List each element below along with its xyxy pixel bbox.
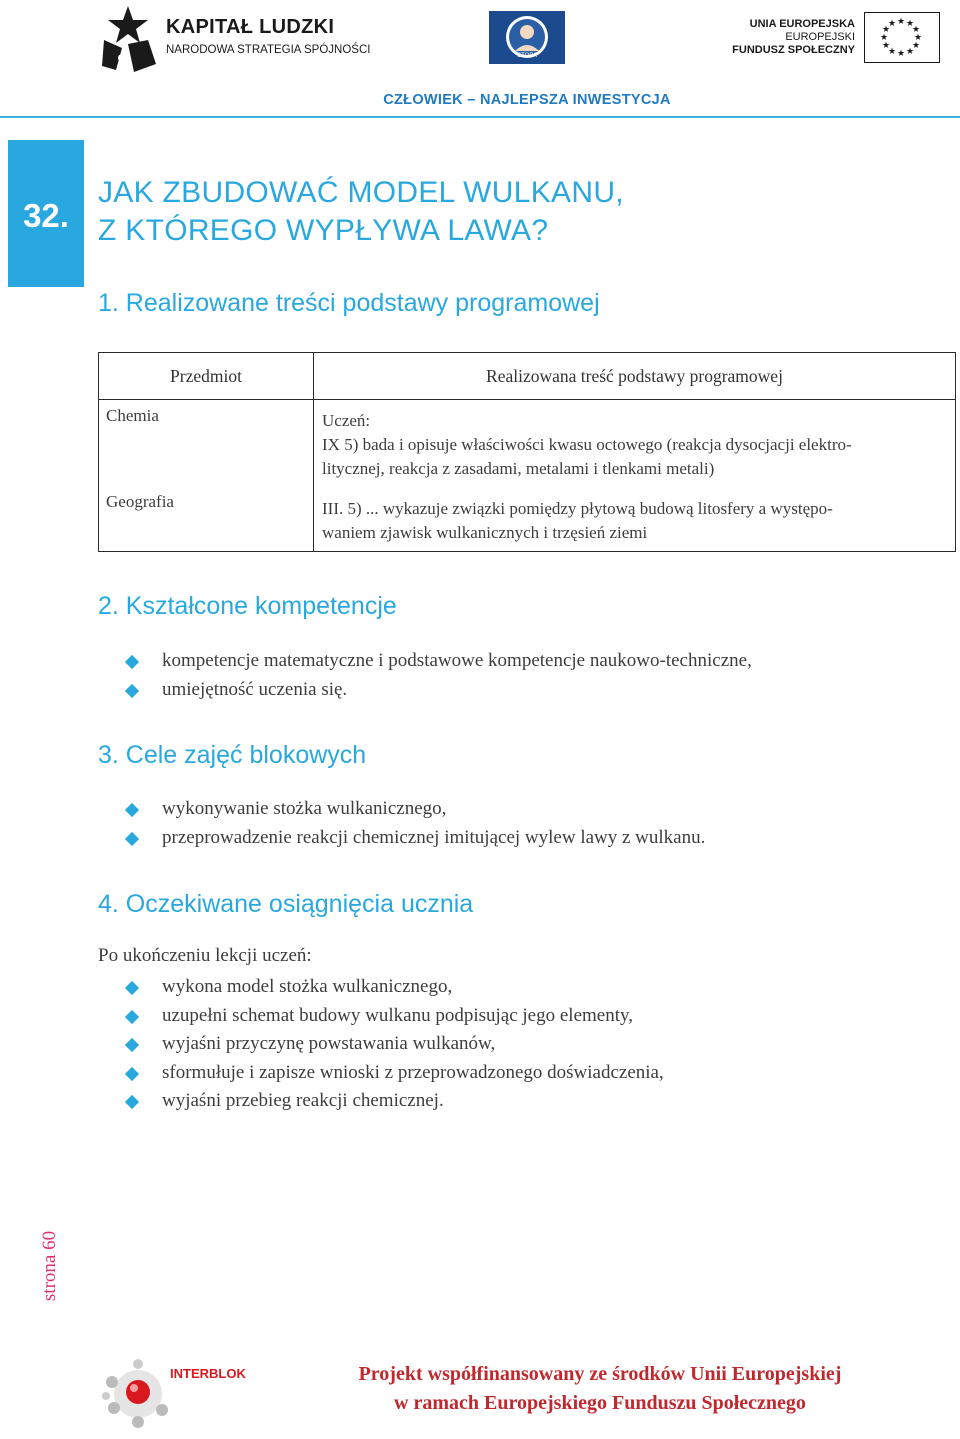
svg-text:★: ★ (905, 19, 915, 29)
eu-stars-icon (865, 13, 938, 61)
page-number-text: strona 60 (39, 1230, 60, 1302)
bullet-diamond-icon (125, 1095, 139, 1109)
list-item: przeprowadzenie reakcji chemicznej imitującej wylew lawy z wulkanu. (98, 824, 705, 853)
curriculum-table (98, 352, 956, 552)
table-cell-content (314, 400, 956, 552)
outcomes-intro: Po ukończeniu lekcji uczeń: (98, 945, 312, 966)
section-2-heading: 2. Kształcone kompetencje (98, 592, 397, 620)
bullet-diamond-icon (125, 1066, 139, 1080)
list-item: wykonywanie stożka wulkanicznego, (98, 795, 705, 824)
footer-line-2: w ramach Europejskiego Funduszu Społecznego (394, 1392, 806, 1414)
bullet-diamond-icon (125, 1038, 139, 1052)
portrait-medallion-icon (489, 11, 565, 64)
svg-text:★: ★ (881, 25, 891, 35)
subject-geografia: Geografia (106, 492, 174, 511)
svg-text:★: ★ (911, 25, 921, 35)
content-line: litycznej, reakcja z zasadami, metalami i tlenkami metali) (322, 459, 715, 478)
section-4-heading: 4. Oczekiwane osiągnięcia ucznia (98, 890, 474, 918)
outcomes-list (98, 973, 664, 1116)
bullet-diamond-icon (125, 981, 139, 995)
lesson-title-line-2: Z KTÓREGO WYPŁYWA LAWA? (98, 214, 549, 247)
list-item: sformułuje i zapisze wnioski z przeprowadzonego doświadczenia, (98, 1059, 664, 1088)
bullet-diamond-icon (125, 1009, 139, 1023)
section-1-heading: 1. Realizowane treści podstawy programowej (98, 289, 600, 317)
subject-chemia: Chemia (106, 406, 159, 425)
lesson-number: 32. (23, 197, 69, 234)
center-logo-text: STOPA (517, 53, 537, 59)
eu-line-1: UNIA EUROPEJSKA (749, 18, 855, 30)
kapital-ludzki-logo (98, 4, 338, 74)
kapital-ludzki-title: KAPITAŁ LUDZKI (166, 16, 335, 38)
kapital-ludzki-emblem-icon (98, 4, 160, 74)
content-line: IX 5) bada i opisuje właściwości kwasu octowego (reakcja dysocjacji elektro- (322, 435, 852, 454)
center-portrait-logo (489, 11, 565, 64)
footer-cofinancing-note (280, 1360, 920, 1418)
motto: CZŁOWIEK – NAJLEPSZA INWESTYCJA (383, 92, 671, 108)
interblok-logo-text: INTERBLOK (170, 1366, 246, 1381)
bullet-diamond-icon (125, 655, 139, 669)
table-header-subject: Przedmiot (99, 353, 314, 400)
table-header-row (99, 353, 956, 400)
svg-text:★: ★ (913, 33, 923, 43)
list-item: wyjaśni przebieg reakcji chemicznej. (98, 1087, 664, 1116)
competences-list (98, 647, 752, 704)
list-item: uzupełni schemat budowy wulkanu podpisując jego elementy, (98, 1002, 664, 1031)
bullet-diamond-icon (125, 803, 139, 817)
interblok-spheres-icon (98, 1356, 258, 1431)
eu-label (732, 18, 855, 57)
eu-flag (864, 12, 940, 63)
svg-text:★: ★ (896, 17, 906, 27)
svg-text:★: ★ (879, 33, 889, 43)
goals-list (98, 795, 705, 852)
table-header-content: Realizowana treść podstawy programowej (314, 353, 956, 400)
eu-line-2: EUROPEJSKI (785, 31, 855, 43)
svg-text:★: ★ (887, 19, 897, 29)
table-row (99, 400, 956, 552)
row-gap (322, 481, 949, 497)
content-line: waniem zjawisk wulkanicznych i trzęsień ziemi (322, 523, 648, 542)
list-item: wyjaśni przyczynę powstawania wulkanów, (98, 1030, 664, 1059)
eu-line-3: FUNDUSZ SPOŁECZNY (732, 44, 855, 56)
header-divider (0, 116, 960, 118)
svg-text:★: ★ (896, 49, 906, 59)
lesson-title (98, 174, 624, 250)
table-cell-subjects (99, 400, 314, 552)
svg-text:★: ★ (881, 41, 891, 51)
list-item: kompetencje matematyczne i podstawowe kompetencje naukowo-techniczne, (98, 647, 752, 676)
bullet-diamond-icon (125, 831, 139, 845)
kapital-ludzki-subtitle: NARODOWA STRATEGIA SPÓJNOŚCI (166, 44, 371, 56)
svg-text:★: ★ (887, 47, 897, 57)
lesson-title-line-1: JAK ZBUDOWAĆ MODEL WULKANU, (98, 176, 624, 209)
svg-text:★: ★ (911, 41, 921, 51)
list-item: umiejętność uczenia się. (98, 676, 752, 705)
interblok-logo (98, 1356, 258, 1431)
bullet-diamond-icon (125, 683, 139, 697)
page-number-vertical (30, 1225, 60, 1315)
section-3-heading: 3. Cele zajęć blokowych (98, 741, 367, 769)
content-line: Uczeń: (322, 411, 371, 430)
svg-text:★: ★ (905, 47, 915, 57)
content-line: III. 5) ... wykazuje związki pomiędzy płytową budową litosfery a występo- (322, 499, 833, 518)
footer-line-1: Projekt współfinansowany ze środków Unii Europejskiej (358, 1363, 842, 1385)
list-item: wykona model stożka wulkanicznego, (98, 973, 664, 1002)
